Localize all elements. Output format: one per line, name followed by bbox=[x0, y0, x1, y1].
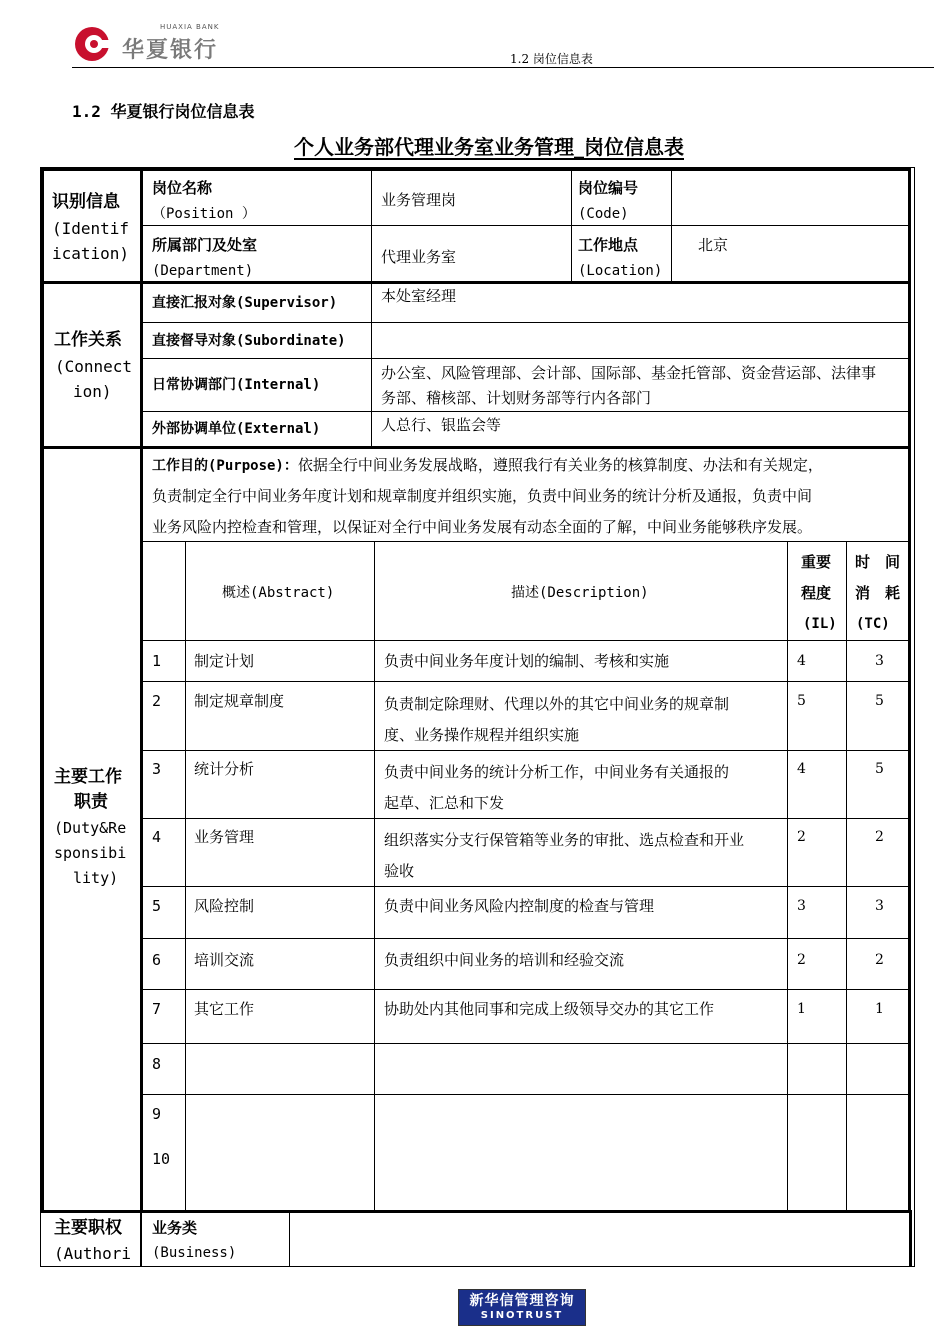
col-tc-header-2: 消 耗 bbox=[855, 584, 901, 602]
supervisor-value: 本处室经理 bbox=[381, 287, 457, 305]
duty-description: 负责组织中间业务的培训和经验交流 bbox=[384, 951, 625, 969]
duty-no: 10 bbox=[152, 1150, 171, 1168]
duty-no: 2 bbox=[152, 692, 162, 710]
position-code-label-en: (Code) bbox=[578, 206, 629, 222]
duty-description-line-2: 起草、汇总和下发 bbox=[384, 794, 505, 812]
duty-tc: 3 bbox=[875, 653, 884, 669]
connection-label-en-2: ion) bbox=[73, 382, 112, 401]
duty-abstract: 制定规章制度 bbox=[194, 692, 285, 710]
position-name-value: 业务管理岗 bbox=[381, 191, 457, 209]
location-label: 工作地点 bbox=[578, 236, 639, 254]
duty-description: 负责中间业务年度计划的编制、考核和实施 bbox=[384, 652, 670, 670]
position-name-label-en: （Position ） bbox=[152, 206, 256, 222]
duty-description: 负责制定除理财、代理以外的其它中间业务的规章制 bbox=[384, 695, 730, 713]
external-value: 人总行、银监会等 bbox=[381, 416, 502, 434]
duty-no: 1 bbox=[152, 652, 162, 670]
purpose-line-2: 负责制定全行中间业务年度计划和规章制度并组织实施，负责中间业务的统计分析及通报，负责中间 bbox=[152, 487, 813, 505]
duty-description: 协助处内其他同事和完成上级领导交办的其它工作 bbox=[384, 1000, 715, 1018]
col-il-header-2: 程度 bbox=[801, 584, 832, 602]
business-label: 业务类 bbox=[152, 1219, 198, 1237]
identification-label-en-1: (Identif bbox=[52, 219, 130, 238]
huaxia-logo-icon bbox=[72, 24, 112, 64]
duty-tc: 5 bbox=[875, 693, 884, 709]
footer-logo-cn: 新华信管理咨询 bbox=[469, 1293, 575, 1309]
col-tc-header-3: (TC) bbox=[856, 616, 890, 632]
col-tc-header-1: 时 间 bbox=[855, 553, 901, 571]
header-divider bbox=[72, 67, 934, 68]
purpose-label: 工作目的(Purpose)： bbox=[152, 458, 298, 474]
col-il-header-1: 重要 bbox=[801, 553, 832, 571]
department-value: 代理业务室 bbox=[381, 248, 457, 266]
duty-il: 2 bbox=[797, 952, 806, 968]
external-label: 外部协调单位(External) bbox=[152, 421, 321, 437]
purpose-line-3: 业务风险内控检查和管理，以保证对全行中间业务发展有动态全面的了解，中间业务能够秩序发展。 bbox=[152, 518, 813, 536]
duty-tc: 5 bbox=[875, 761, 884, 777]
duty-label-cn-1: 主要工作 bbox=[54, 767, 122, 787]
duty-no: 4 bbox=[152, 828, 162, 846]
duty-il: 3 bbox=[797, 898, 806, 914]
subordinate-label: 直接督导对象(Subordinate) bbox=[152, 333, 346, 349]
department-label: 所属部门及处室 bbox=[152, 236, 258, 254]
duty-label-en-1: (Duty&Re bbox=[54, 819, 127, 837]
position-info-table bbox=[40, 167, 915, 1267]
purpose-line-1 bbox=[152, 450, 823, 482]
authority-label-cn: 主要职权 bbox=[54, 1218, 122, 1238]
duty-no: 6 bbox=[152, 951, 162, 969]
location-label-en: (Location) bbox=[578, 263, 663, 279]
duty-no: 3 bbox=[152, 760, 162, 778]
department-label-en: (Department) bbox=[152, 263, 254, 279]
sinotrust-logo bbox=[458, 1289, 586, 1326]
duty-abstract: 培训交流 bbox=[194, 951, 255, 969]
bank-name-en: HUAXIA BANK bbox=[160, 23, 220, 31]
duty-label-en-3: lity) bbox=[73, 869, 119, 887]
duty-tc: 2 bbox=[875, 952, 884, 968]
duty-il: 4 bbox=[797, 653, 806, 669]
connection-label-en-1: (Connect bbox=[55, 357, 133, 376]
duty-no: 5 bbox=[152, 897, 162, 915]
header-section-label: 1.2 岗位信息表 bbox=[510, 52, 593, 66]
internal-label: 日常协调部门(Internal) bbox=[152, 377, 321, 393]
duty-abstract: 风险控制 bbox=[194, 897, 255, 915]
duty-il: 2 bbox=[797, 829, 806, 845]
duty-no: 7 bbox=[152, 1000, 162, 1018]
duty-no: 9 bbox=[152, 1105, 162, 1123]
duty-il: 4 bbox=[797, 761, 806, 777]
duty-description-line-2: 验收 bbox=[384, 862, 415, 880]
internal-value-line-2: 务部、稽核部、计划财务部等行内各部门 bbox=[381, 389, 652, 407]
purpose-text-1: 依据全行中间业务发展战略，遵照我行有关业务的核算制度、办法和有关规定， bbox=[297, 456, 823, 474]
identification-label-cn: 识别信息 bbox=[52, 192, 120, 212]
supervisor-label: 直接汇报对象(Supervisor) bbox=[152, 295, 338, 311]
position-name-label: 岗位名称 bbox=[152, 179, 213, 197]
duty-abstract: 制定计划 bbox=[194, 652, 255, 670]
duty-description-line-2: 度、业务操作规程并组织实施 bbox=[384, 726, 580, 744]
duty-il: 5 bbox=[797, 693, 806, 709]
document-title: 个人业务部代理业务室业务管理_岗位信息表 bbox=[294, 135, 684, 159]
duty-abstract: 业务管理 bbox=[194, 828, 255, 846]
authority-label-en: (Authori bbox=[54, 1244, 132, 1263]
duty-abstract: 其它工作 bbox=[194, 1000, 255, 1018]
bank-name-cn: 华夏银行 bbox=[122, 38, 219, 63]
section-heading: 1.2 华夏银行岗位信息表 bbox=[72, 102, 255, 121]
duty-tc: 2 bbox=[875, 829, 884, 845]
col-description-header: 描述(Description) bbox=[511, 585, 649, 601]
duty-no: 8 bbox=[152, 1055, 162, 1073]
duty-description: 负责中间业务风险内控制度的检查与管理 bbox=[384, 897, 655, 915]
duty-il: 1 bbox=[797, 1001, 806, 1017]
identification-label-en-2: ication) bbox=[52, 244, 130, 263]
duty-description: 负责中间业务的统计分析工作，中间业务有关通报的 bbox=[384, 763, 730, 781]
duty-label-en-2: sponsibi bbox=[54, 844, 127, 862]
duty-abstract: 统计分析 bbox=[194, 760, 255, 778]
location-value: 北京 bbox=[698, 236, 729, 254]
business-label-en: (Business) bbox=[152, 1245, 237, 1261]
duty-tc: 1 bbox=[875, 1001, 884, 1017]
col-abstract-header: 概述(Abstract) bbox=[222, 585, 335, 601]
internal-value-line-1: 办公室、风险管理部、会计部、国际部、基金托管部、资金营运部、法律事 bbox=[381, 364, 877, 382]
footer-logo-en: SINOTRUST bbox=[480, 1310, 564, 1321]
position-code-label: 岗位编号 bbox=[578, 179, 639, 197]
duty-tc: 3 bbox=[875, 898, 884, 914]
connection-label-cn: 工作关系 bbox=[54, 330, 122, 350]
duty-label-cn-2: 职责 bbox=[74, 792, 108, 812]
col-il-header-3: (IL) bbox=[803, 616, 837, 632]
duty-description: 组织落实分支行保管箱等业务的审批、选点检查和开业 bbox=[384, 831, 745, 849]
